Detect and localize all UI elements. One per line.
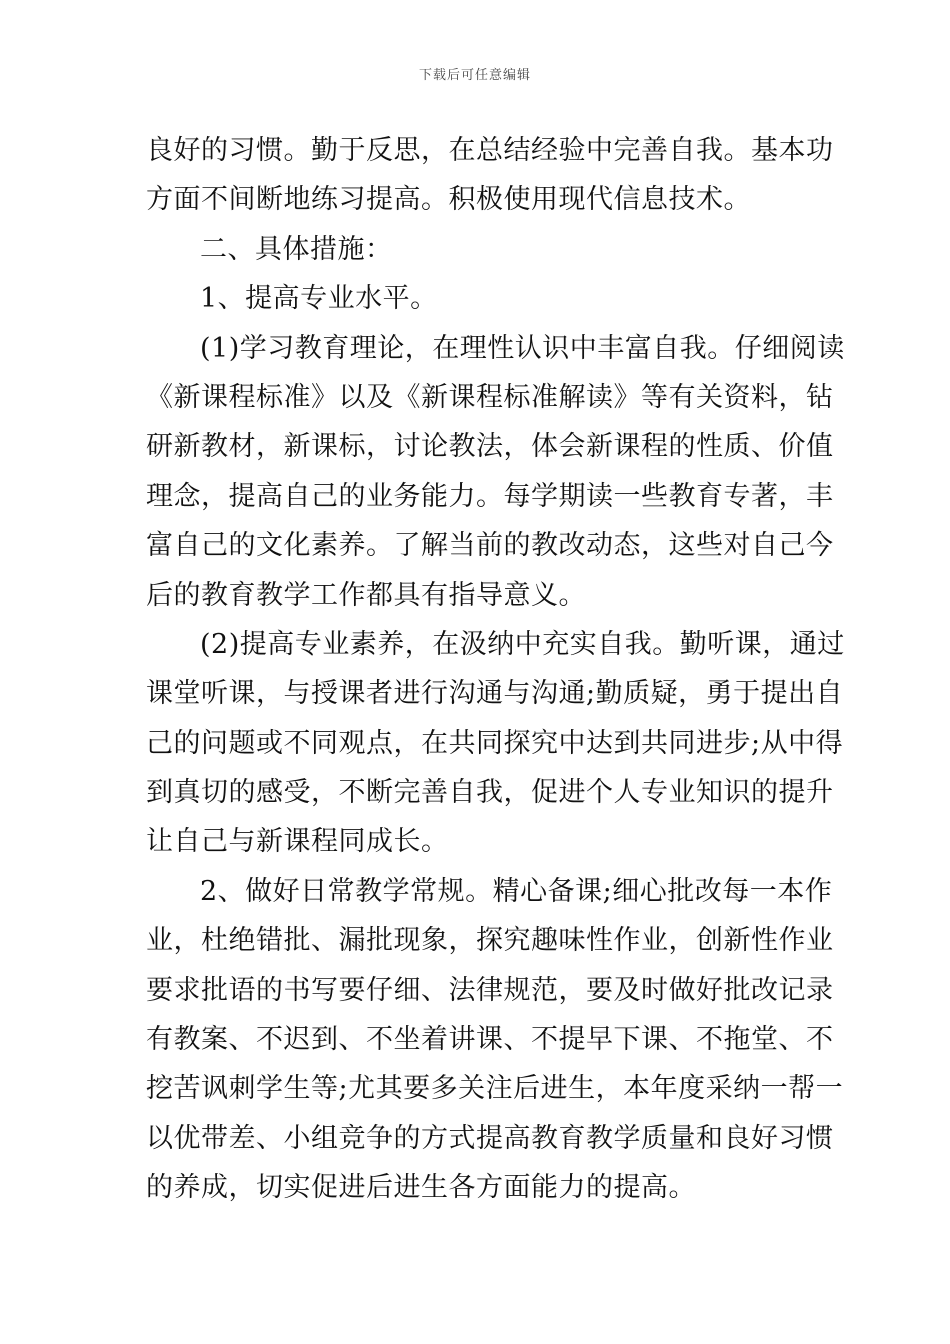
document-body [146,126,845,1213]
text-line: 己的问题或不同观点，在共同探究中达到共同进步;从中得 [146,727,844,759]
text-line: 挖苦讽刺学生等;尤其要多关注后进生，本年度采纳一帮一 [146,1073,844,1105]
text-line: 让自己与新课程同成长。 [146,826,449,858]
page-header: 下载后可任意编辑 [418,68,531,83]
text-line: 课堂听课，与授课者进行沟通与沟通;勤质疑，勇于提出自 [146,678,844,710]
text-line: 的养成，切实促进后进生各方面能力的提高。 [146,1172,696,1204]
text-line: 到真切的感受，不断完善自我，促进个人专业知识的提升 [146,777,834,809]
text-line: 方面不间断地练习提高。积极使用现代信息技术。 [146,184,751,216]
text-line: 理念，提高自己的业务能力。每学期读一些教育专著，丰 [146,480,834,512]
text-line: 良好的习惯。勤于反思，在总结经验中完善自我。基本功 [146,135,834,166]
text-line: 后的教育教学工作都具有指导意义。 [146,579,586,611]
text-line: 《新课程标准》以及《新课程标准解读》等有关资料，钻 [146,381,834,413]
text-line: (2)提高专业素养，在汲纳中充实自我。勤听课，通过 [200,628,845,660]
text-line: 2、做好日常教学常规。精心备课;细心批改每一本作 [200,875,833,907]
text-line: 有教案、不迟到、不坐着讲课、不提早下课、不拖堂、不 [146,1024,834,1056]
subsection-heading: 1、提高专业水平。 [200,283,438,315]
text-line: 研新教材，新课标，讨论教法，体会新课程的性质、价值 [146,431,834,463]
text-line: 要求批语的书写要仔细、法律规范，要及时做好批改记录 [146,974,834,1006]
text-line: 业，杜绝错批、漏批现象，探究趣味性作业，创新性作业 [146,925,834,957]
text-line: 以优带差、小组竞争的方式提高教育教学质量和良好习惯 [146,1122,834,1154]
text-line: 富自己的文化素养。了解当前的教改动态，这些对自己今 [146,530,834,562]
section-heading: 二、具体措施： [200,233,393,265]
text-line: (1)学习教育理论，在理性认识中丰富自我。仔细阅读 [200,332,845,364]
